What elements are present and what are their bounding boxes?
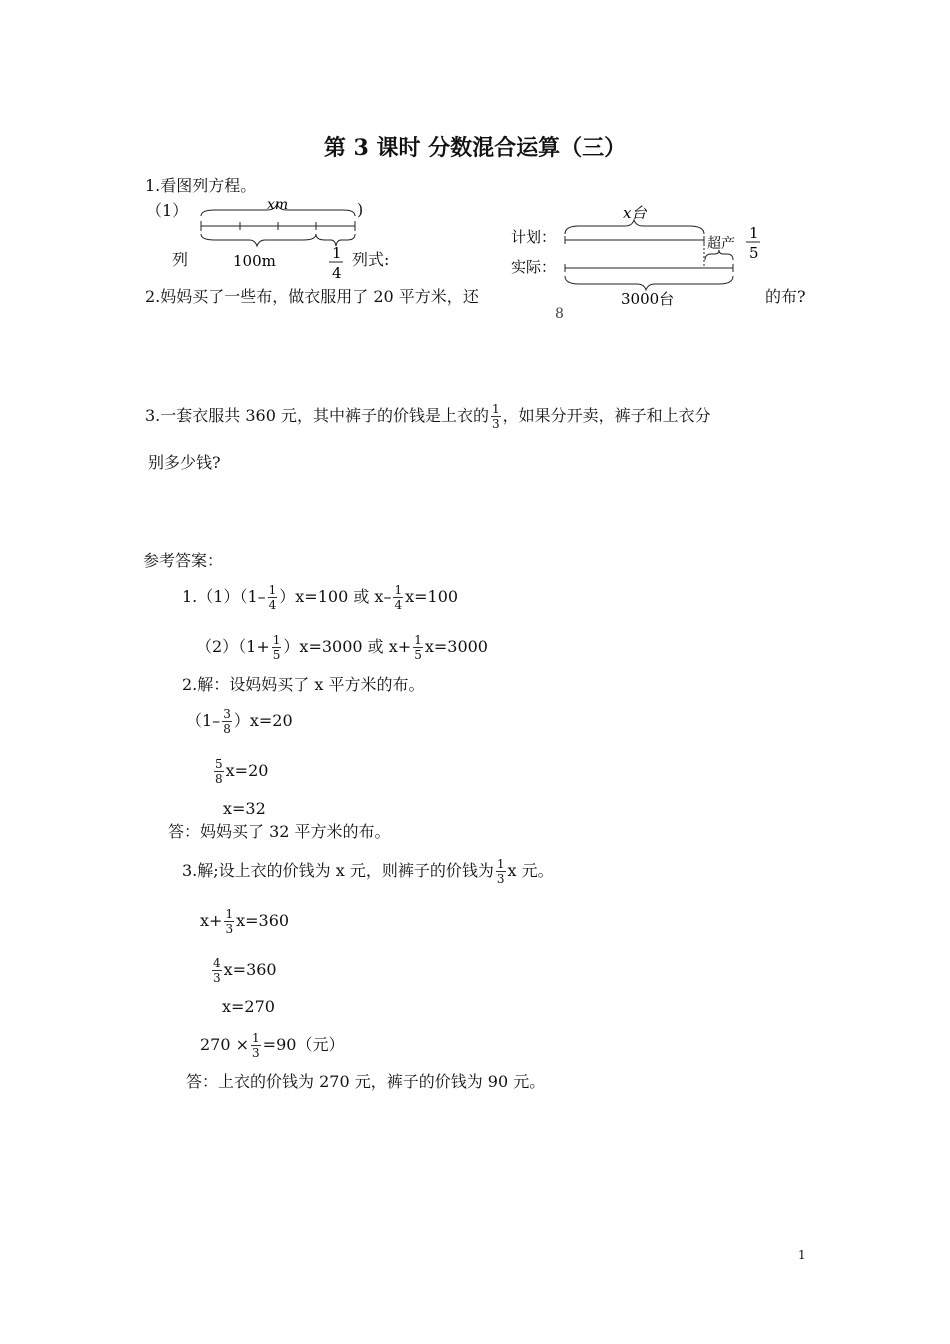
answer-3-intro: 3.解;设上衣的价钱为 x 元，则裤子的价钱为 $\frac{1}{3}$ x 元。 xyxy=(182,857,554,886)
question-2-end: 的布? xyxy=(765,287,806,306)
answer-3-line1: x+ $\frac{1}{3}$ x=360 xyxy=(200,907,290,936)
answer-2-conclusion: 答：妈妈买了 32 平方米的布。 xyxy=(168,822,391,841)
answer-1-1: 1.（1）（1– $\frac{1}{4}$ ）x=100 或 x– $\frac{1}{4}$ x=100 xyxy=(182,583,459,612)
question-2: 2.妈妈买了一些布，做衣服用了 20 平方米，还 xyxy=(145,287,479,306)
diagram-cloth-segment xyxy=(195,196,365,288)
diagram2-frac-num: 1 xyxy=(749,224,759,242)
diagram2-plan-label: 计划： xyxy=(511,228,557,246)
answer-1-2: （2）（1+ $\frac{1}{5}$ ）x=3000 或 x+ $\frac{1}{5}$ x=3000 xyxy=(196,633,488,662)
answer-2-line2: $\frac{5}{8}$ x=20 xyxy=(215,757,269,786)
answer-3-line2: $\frac{4}{3}$ x=360 xyxy=(213,956,277,985)
diagram1-frac-num: 1 xyxy=(332,244,342,262)
diagram2-top-label: x台 xyxy=(623,204,647,222)
q1-part1-label: （1） xyxy=(146,201,189,220)
page-title: 第 3 课时 分数混合运算（三） xyxy=(323,135,627,161)
answer-3-conclusion: 答：上衣的价钱为 270 元，裤子的价钱为 90 元。 xyxy=(186,1072,546,1091)
stray-denominator: 8 xyxy=(555,306,564,322)
lie-left: 列 xyxy=(172,250,189,269)
answer-2-line1: （1– $\frac{3}{8}$ ）x=20 xyxy=(186,707,293,736)
answer-3-line4: 270 × $\frac{1}{3}$ =90（元） xyxy=(200,1031,345,1060)
diagram2-actual-label: 实际： xyxy=(511,258,557,276)
answers-heading: 参考答案： xyxy=(143,551,224,570)
answer-2-line3: x=32 xyxy=(223,799,266,818)
diagram-production xyxy=(505,198,765,324)
question-3: 3.一套衣服共 360 元，其中裤子的价钱是上衣的 $\frac{1}{3}$ ，如果分开卖，裤子和上衣分 xyxy=(145,402,711,431)
answer-2-intro: 2.解：设妈妈买了 x 平方米的布。 xyxy=(182,675,425,694)
diagram2-over-label: 超产 xyxy=(707,236,735,252)
question-1-heading: 1.看图列方程。 xyxy=(145,176,257,195)
lie-right: 列式: xyxy=(352,250,390,269)
diagram2-bottom-label: 3000台 xyxy=(621,290,675,308)
diagram2-frac-den: 5 xyxy=(749,244,759,262)
diagram1-bottom-label: 100m xyxy=(233,252,276,270)
diagram1-top-label: xm xyxy=(267,197,289,213)
diagram1-frac-den: 4 xyxy=(332,264,342,282)
answer-3-line3: x=270 xyxy=(222,997,275,1016)
q1-part1-close: ) xyxy=(357,200,364,219)
page-number: 1 xyxy=(798,1248,806,1262)
question-3-line2: 别多少钱? xyxy=(148,453,221,472)
